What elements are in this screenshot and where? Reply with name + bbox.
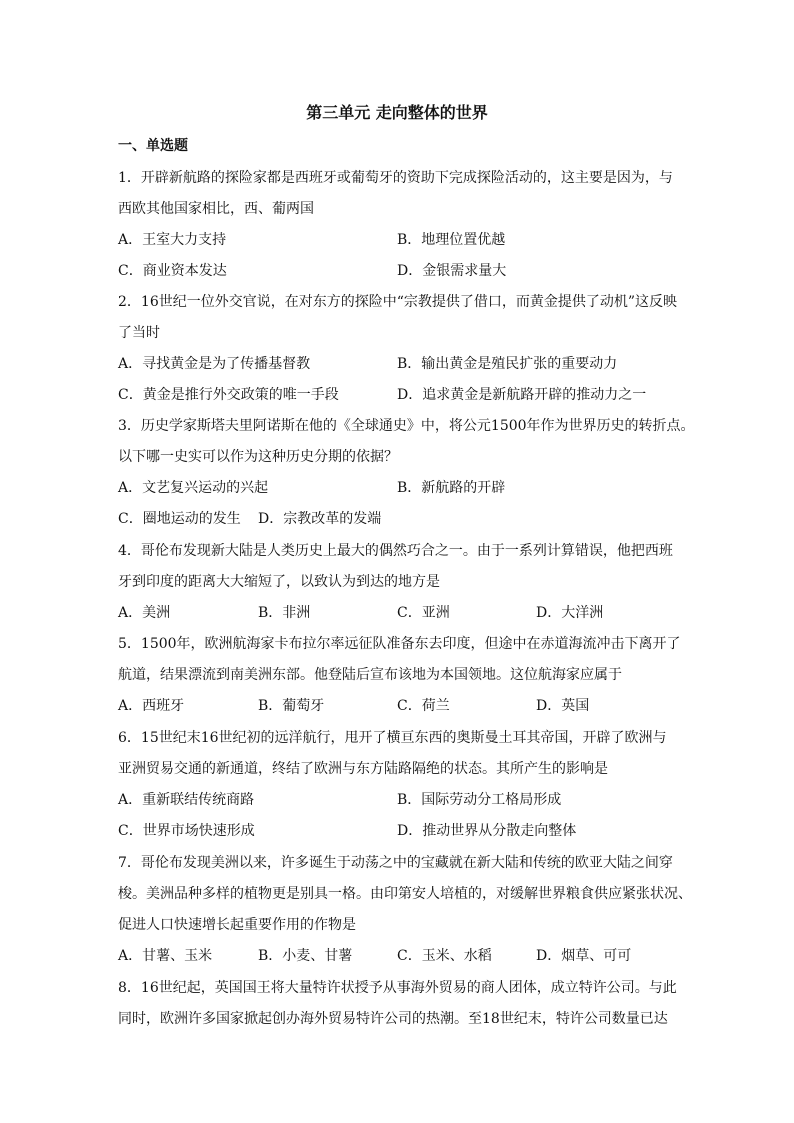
question-1-option-c: C．商业资本发达 xyxy=(118,263,227,279)
question-3-stem-line-1: 3．历史学家斯塔夫里阿诺斯在他的《全球通史》中，将公元1500年作为世界历史的转折点。 xyxy=(118,418,695,434)
question-8-stem-line-2: 同时，欧洲许多国家掀起创办海外贸易特许公司的热潮。至18世纪末，特许公司数量已达 xyxy=(118,1011,668,1027)
question-4-option-d: D．大洋洲 xyxy=(536,605,604,621)
question-1-option-b: B．地理位置优越 xyxy=(397,232,506,248)
question-2-option-c: C．黄金是推行外交政策的唯一手段 xyxy=(118,387,339,403)
question-3-option-a: A．文艺复兴运动的兴起 xyxy=(118,480,269,496)
question-6-option-d: D．推动世界从分散走向整体 xyxy=(397,823,577,839)
question-1-stem-line-2: 西欧其他国家相比，西、葡两国 xyxy=(118,201,314,217)
question-7-stem-line-3: 促进人口快速增长起重要作用的作物是 xyxy=(118,917,356,933)
question-5-option-b: B．葡萄牙 xyxy=(258,698,325,714)
question-4-option-c: C．亚洲 xyxy=(397,605,450,621)
question-6-option-a: A．重新联结传统商路 xyxy=(118,792,255,808)
question-4-stem-line-2: 牙到印度的距离大大缩短了，以致认为到达的地方是 xyxy=(118,574,440,590)
question-5-option-c: C．荷兰 xyxy=(397,698,450,714)
question-1-option-d: D．金银需求量大 xyxy=(397,263,507,279)
question-1-option-a: A．王室大力支持 xyxy=(118,232,227,248)
question-7-option-d: D．烟草、可可 xyxy=(536,948,632,964)
question-2-stem-line-1: 2．16世纪一位外交官说，在对东方的探险中“宗教提供了借口，而黄金提供了动机”这反映 xyxy=(118,294,678,310)
question-2-stem-line-2: 了当时 xyxy=(118,325,160,341)
question-3-option-c: C．圈地运动的发生 xyxy=(118,511,241,527)
question-3-option-d: D．宗教改革的发端 xyxy=(258,511,382,527)
question-5-option-a: A．西班牙 xyxy=(118,698,185,714)
question-5-stem-line-1: 5．1500年，欧洲航海家卡布拉尔率远征队准备东去印度，但途中在赤道海流冲击下离开了 xyxy=(118,636,681,652)
question-6-stem-line-1: 6．15世纪末16世纪初的远洋航行，甩开了横亘东西的奥斯曼土耳其帝国，开辟了欧洲与 xyxy=(118,730,667,746)
question-4-stem-line-1: 4．哥伦布发现新大陆是人类历史上最大的偶然巧合之一。由于一系列计算错误，他把西班 xyxy=(118,543,673,559)
question-7-option-b: B．小麦、甘薯 xyxy=(258,948,353,964)
question-6-option-c: C．世界市场快速形成 xyxy=(118,823,255,839)
question-2-option-d: D．追求黄金是新航路开辟的推动力之一 xyxy=(397,387,647,403)
question-7-option-a: A．甘薯、玉米 xyxy=(118,948,213,964)
question-8-stem-line-1: 8．16世纪起，英国国王将大量特许状授予从事海外贸易的商人团体，成立特许公司。与此 xyxy=(118,980,677,996)
question-1-stem-line-1: 1．开辟新航路的探险家都是西班牙或葡萄牙的资助下完成探险活动的，这主要是因为，与 xyxy=(118,170,673,186)
question-4-option-b: B．非洲 xyxy=(258,605,311,621)
question-7-stem-line-2: 梭。美洲品种多样的植物更是别具一格。由印第安人培植的，对缓解世界粮食供应紧张状况、 xyxy=(118,886,692,902)
question-2-option-a: A．寻找黄金是为了传播基督教 xyxy=(118,356,311,372)
section-heading: 一、单选题 xyxy=(118,138,188,154)
question-6-option-b: B．国际劳动分工格局形成 xyxy=(397,792,562,808)
question-7-stem-line-1: 7．哥伦布发现美洲以来，许多诞生于动荡之中的宝藏就在新大陆和传统的欧亚大陆之间穿 xyxy=(118,855,673,871)
question-3-stem-line-2: 以下哪一史实可以作为这种历史分期的依据？ xyxy=(118,449,398,465)
question-3-option-b: B．新航路的开辟 xyxy=(397,480,506,496)
question-5-option-d: D．英国 xyxy=(536,698,590,714)
question-7-option-c: C．玉米、水稻 xyxy=(397,948,492,964)
page-title: 第三单元 走向整体的世界 xyxy=(306,103,488,122)
question-4-option-a: A．美洲 xyxy=(118,605,171,621)
question-6-stem-line-2: 亚洲贸易交通的新通道，终结了欧洲与东方陆路隔绝的状态。其所产生的影响是 xyxy=(118,761,608,777)
question-2-option-b: B．输出黄金是殖民扩张的重要动力 xyxy=(397,356,618,372)
question-5-stem-line-2: 航道，结果漂流到南美洲东部。他登陆后宣布该地为本国领地。这位航海家应属于 xyxy=(118,667,622,683)
